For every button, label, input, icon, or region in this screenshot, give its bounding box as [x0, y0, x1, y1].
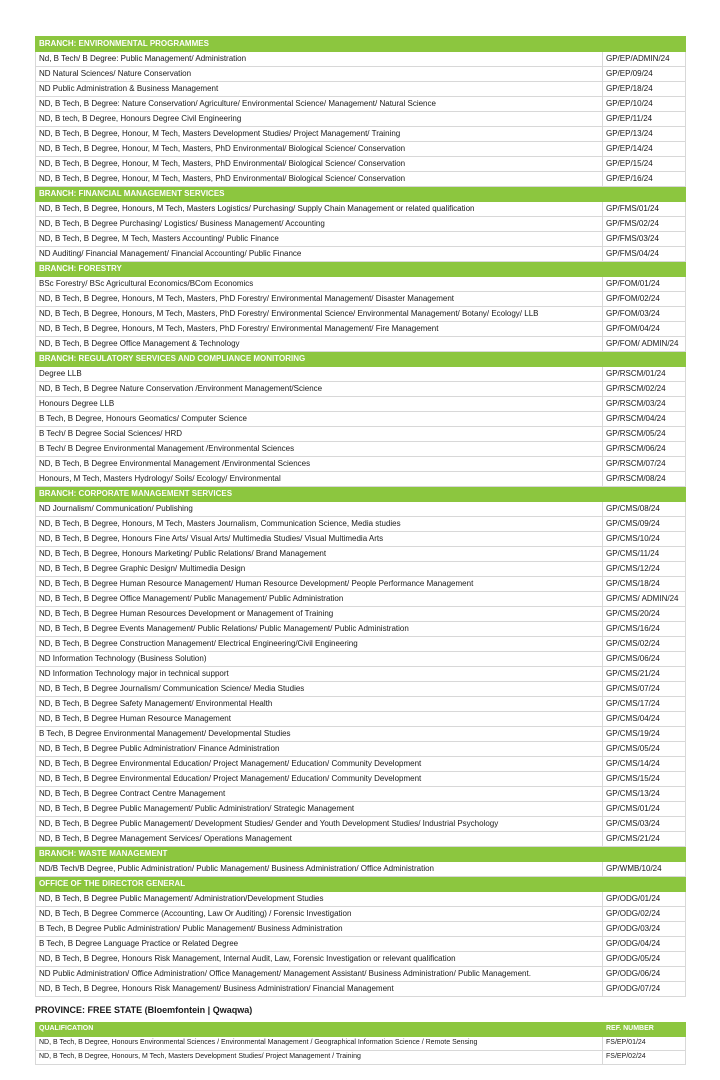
ref-number-cell: GP/RSCM/03/24 — [603, 397, 686, 412]
ref-number-cell: GP/EP/15/24 — [603, 157, 686, 172]
qualification-cell: ND, B Tech, B Degree Purchasing/ Logistics/ Business Management/ Accounting — [36, 217, 603, 232]
qualification-cell: ND, B Tech, B Degree, Honour, M Tech, Masters, PhD Environmental/ Biological Science/ Conservation — [36, 142, 603, 157]
table-row — [36, 892, 686, 907]
qualification-cell: Honours Degree LLB — [36, 397, 603, 412]
qualification-cell: ND, B Tech, B Degree, Honours Marketing/ Public Relations/ Brand Management — [36, 547, 603, 562]
table-row — [36, 652, 686, 667]
table-row — [36, 292, 686, 307]
ref-number-cell: GP/CMS/03/24 — [603, 817, 686, 832]
gauteng-qualifications-table — [35, 36, 686, 997]
ref-number-cell: GP/ODG/04/24 — [603, 937, 686, 952]
table-row — [36, 427, 686, 442]
branch-header-row — [36, 37, 686, 52]
table-row — [36, 952, 686, 967]
ref-number-cell: GP/CMS/02/24 — [603, 637, 686, 652]
table-row — [36, 832, 686, 847]
ref-number-cell: GP/EP/ADMIN/24 — [603, 52, 686, 67]
ref-number-cell: GP/EP/13/24 — [603, 127, 686, 142]
table-row — [36, 982, 686, 997]
ref-number-cell: GP/FMS/03/24 — [603, 232, 686, 247]
ref-number-cell: GP/EP/11/24 — [603, 112, 686, 127]
qualification-cell: ND, B Tech, B Degree Nature Conservation /Environment Management/Science — [36, 382, 603, 397]
qualification-cell: ND, B Tech, B Degree, Honours, M Tech, Masters, PhD Forestry/ Environmental Science/ Environmental Management/ Botany/ Ecology/ LLB — [36, 307, 603, 322]
qualification-cell: ND, B Tech, B Degree Office Management & Technology — [36, 337, 603, 352]
table-row — [36, 82, 686, 97]
table-row — [36, 442, 686, 457]
qualification-cell: ND, B Tech, B Degree Human Resource Management/ Human Resource Development/ People Performance Management — [36, 577, 603, 592]
qualification-cell: ND, B Tech, B Degree Public Management/ Development Studies/ Gender and Youth Development Studies/ Industrial Psychology — [36, 817, 603, 832]
table-row — [36, 307, 686, 322]
table-row — [36, 757, 686, 772]
qualification-cell: ND, B Tech, B Degree, Honours Risk Management/ Business Administration/ Financial Management — [36, 982, 603, 997]
ref-number-cell: GP/CMS/08/24 — [603, 502, 686, 517]
ref-number-cell: GP/EP/18/24 — [603, 82, 686, 97]
ref-number-cell: GP/FOM/01/24 — [603, 277, 686, 292]
table-row — [36, 142, 686, 157]
ref-number-cell: GP/RSCM/02/24 — [603, 382, 686, 397]
ref-number-cell: GP/CMS/01/24 — [603, 802, 686, 817]
ref-number-cell: GP/CMS/ ADMIN/24 — [603, 592, 686, 607]
table-row — [36, 637, 686, 652]
ref-number-cell: GP/RSCM/06/24 — [603, 442, 686, 457]
qualification-cell: ND, B Tech, B Degree Environmental Education/ Project Management/ Education/ Community Development — [36, 757, 603, 772]
table-row — [36, 247, 686, 262]
qualification-cell: ND, B Tech, B Degree, Honours, M Tech, Masters Journalism, Communication Science, Media studies — [36, 517, 603, 532]
table-row — [36, 67, 686, 82]
ref-number-cell: GP/FMS/01/24 — [603, 202, 686, 217]
table-row — [36, 1037, 686, 1051]
qualification-cell: Degree LLB — [36, 367, 603, 382]
ref-number-cell: GP/EP/09/24 — [603, 67, 686, 82]
ref-number-cell: GP/ODG/01/24 — [603, 892, 686, 907]
table-row — [36, 907, 686, 922]
branch-header-row — [36, 352, 686, 367]
ref-number-cell: GP/RSCM/07/24 — [603, 457, 686, 472]
qualification-cell: ND, B Tech, B Degree, Honours Environmental Sciences / Environmental Management / Geographical Information Science / Remote Sensing — [36, 1037, 603, 1051]
qualification-cell: ND Information Technology (Business Solution) — [36, 652, 603, 667]
ref-number-cell: FS/EP/02/24 — [603, 1051, 686, 1065]
branch-title: BRANCH: ENVIRONMENTAL PROGRAMMES — [36, 37, 686, 52]
ref-number-cell: GP/CMS/04/24 — [603, 712, 686, 727]
table-row — [36, 127, 686, 142]
table-row — [36, 532, 686, 547]
table-row — [36, 337, 686, 352]
qualification-cell: ND, B Tech, B Degree, Honour, M Tech, Masters Development Studies/ Project Management/ Training — [36, 127, 603, 142]
qualification-cell: ND Public Administration & Business Management — [36, 82, 603, 97]
table-row — [36, 967, 686, 982]
page-content — [35, 36, 685, 1065]
qualification-cell: B Tech, B Degree Environmental Management/ Developmental Studies — [36, 727, 603, 742]
ref-number-cell: GP/FOM/02/24 — [603, 292, 686, 307]
qualification-cell: ND, B Tech, B Degree Commerce (Accounting, Law Or Auditing) / Forensic Investigation — [36, 907, 603, 922]
ref-number-cell: GP/CMS/13/24 — [603, 787, 686, 802]
branch-title: BRANCH: FINANCIAL MANAGEMENT SERVICES — [36, 187, 686, 202]
ref-number-cell: GP/FMS/02/24 — [603, 217, 686, 232]
table-row — [36, 697, 686, 712]
qualification-cell: Honours, M Tech, Masters Hydrology/ Soils/ Ecology/ Environmental — [36, 472, 603, 487]
table-row — [36, 52, 686, 67]
table-row — [36, 397, 686, 412]
branch-header-row — [36, 847, 686, 862]
table-row — [36, 502, 686, 517]
ref-number-cell: GP/CMS/12/24 — [603, 562, 686, 577]
qualification-cell: ND Public Administration/ Office Administration/ Office Management/ Management Assistant/ Business Administration/ Public Management. — [36, 967, 603, 982]
ref-number-cell: GP/CMS/19/24 — [603, 727, 686, 742]
qualification-cell: ND, B Tech, B Degree Environmental Education/ Project Management/ Education/ Community Development — [36, 772, 603, 787]
branch-header-row — [36, 877, 686, 892]
qualification-cell: ND, B Tech, B Degree, M Tech, Masters Accounting/ Public Finance — [36, 232, 603, 247]
table-row — [36, 232, 686, 247]
qualification-cell: ND, B Tech, B Degree Office Management/ Public Management/ Public Administration — [36, 592, 603, 607]
table-row — [36, 547, 686, 562]
table-row — [36, 277, 686, 292]
ref-number-cell: GP/ODG/05/24 — [603, 952, 686, 967]
qualification-cell: ND, B Tech, B Degree, Honours Risk Management, Internal Audit, Law, Forensic Investigation or relevant qualification — [36, 952, 603, 967]
ref-number-cell: GP/FOM/ ADMIN/24 — [603, 337, 686, 352]
table-row — [36, 517, 686, 532]
table-row — [36, 802, 686, 817]
table-row — [36, 1051, 686, 1065]
qualification-cell: ND, B Tech, B Degree Management Services/ Operations Management — [36, 832, 603, 847]
qualification-cell: ND, B Tech, B Degree Construction Management/ Electrical Engineering/Civil Engineering — [36, 637, 603, 652]
qualification-cell: ND, B Tech, B Degree Safety Management/ Environmental Health — [36, 697, 603, 712]
qualification-header: QUALIFICATION — [36, 1023, 603, 1037]
table-row — [36, 622, 686, 637]
table-row — [36, 742, 686, 757]
ref-number-cell: GP/CMS/15/24 — [603, 772, 686, 787]
qualification-cell: ND, B Tech, B Degree, Honours Fine Arts/ Visual Arts/ Multimedia Studies/ Visual Multimedia Arts — [36, 532, 603, 547]
ref-number-cell: GP/CMS/05/24 — [603, 742, 686, 757]
ref-number-cell: GP/ODG/07/24 — [603, 982, 686, 997]
ref-number-cell: GP/CMS/20/24 — [603, 607, 686, 622]
ref-number-cell: GP/EP/16/24 — [603, 172, 686, 187]
qualification-cell: ND, B Tech, B Degree Human Resource Management — [36, 712, 603, 727]
ref-number-cell: GP/FOM/04/24 — [603, 322, 686, 337]
ref-number-cell: GP/WMB/10/24 — [603, 862, 686, 877]
table-row — [36, 667, 686, 682]
ref-number-cell: GP/RSCM/05/24 — [603, 427, 686, 442]
qualification-cell: B Tech, B Degree Language Practice or Related Degree — [36, 937, 603, 952]
table-header-row — [36, 1023, 686, 1037]
branch-header-row — [36, 262, 686, 277]
qualification-cell: B Tech/ B Degree Social Sciences/ HRD — [36, 427, 603, 442]
ref-number-cell: GP/CMS/06/24 — [603, 652, 686, 667]
qualification-cell: ND, B Tech, B Degree Environmental Management /Environmental Sciences — [36, 457, 603, 472]
qualification-cell: B Tech, B Degree Public Administration/ Public Management/ Business Administration — [36, 922, 603, 937]
table-row — [36, 457, 686, 472]
ref-number-cell: GP/RSCM/01/24 — [603, 367, 686, 382]
table-row — [36, 712, 686, 727]
qualification-cell: ND, B Tech, B Degree, Honours, M Tech, Masters Logistics/ Purchasing/ Supply Chain Management or related qualification — [36, 202, 603, 217]
qualification-cell: ND, B Tech, B Degree Journalism/ Communication Science/ Media Studies — [36, 682, 603, 697]
qualification-cell: ND Journalism/ Communication/ Publishing — [36, 502, 603, 517]
ref-number-cell: GP/CMS/14/24 — [603, 757, 686, 772]
ref-number-cell: GP/ODG/06/24 — [603, 967, 686, 982]
ref-number-cell: GP/CMS/10/24 — [603, 532, 686, 547]
qualification-cell: ND, B Tech, B Degree, Honour, M Tech, Masters, PhD Environmental/ Biological Science/ Conservation — [36, 157, 603, 172]
table-row — [36, 607, 686, 622]
ref-number-cell: GP/CMS/11/24 — [603, 547, 686, 562]
table-row — [36, 157, 686, 172]
table-row — [36, 202, 686, 217]
table-row — [36, 382, 686, 397]
qualification-cell: ND Auditing/ Financial Management/ Financial Accounting/ Public Finance — [36, 247, 603, 262]
ref-number-cell: GP/EP/14/24 — [603, 142, 686, 157]
qualification-cell: ND, B Tech, B Degree, Honours, M Tech, Masters Development Studies/ Project Management / Training — [36, 1051, 603, 1065]
qualification-cell: ND, B Tech, B Degree Human Resources Development or Management of Training — [36, 607, 603, 622]
qualification-cell: ND, B tech, B Degree, Honours Degree Civil Engineering — [36, 112, 603, 127]
ref-number-cell: GP/RSCM/04/24 — [603, 412, 686, 427]
qualification-cell: ND, B Tech, B Degree, Honours, M Tech, Masters, PhD Forestry/ Environmental Management/ Disaster Management — [36, 292, 603, 307]
ref-number-cell: GP/FOM/03/24 — [603, 307, 686, 322]
qualification-cell: BSc Forestry/ BSc Agricultural Economics/BCom Economics — [36, 277, 603, 292]
table-row — [36, 772, 686, 787]
ref-number-cell: GP/CMS/09/24 — [603, 517, 686, 532]
qualification-cell: B Tech, B Degree, Honours Geomatics/ Computer Science — [36, 412, 603, 427]
branch-title: BRANCH: WASTE MANAGEMENT — [36, 847, 686, 862]
qualification-cell: ND, B Tech, B Degree, Honours, M Tech, Masters, PhD Forestry/ Environmental Management/ Fire Management — [36, 322, 603, 337]
branch-title: BRANCH: CORPORATE MANAGEMENT SERVICES — [36, 487, 686, 502]
ref-number-cell: GP/CMS/21/24 — [603, 832, 686, 847]
qualification-cell: B Tech/ B Degree Environmental Management /Environmental Sciences — [36, 442, 603, 457]
ref-number-cell: GP/EP/10/24 — [603, 97, 686, 112]
ref-number-cell: GP/CMS/07/24 — [603, 682, 686, 697]
ref-number-cell: GP/CMS/18/24 — [603, 577, 686, 592]
table-row — [36, 727, 686, 742]
ref-number-cell: GP/ODG/02/24 — [603, 907, 686, 922]
qualification-cell: ND/B Tech/B Degree, Public Administration/ Public Management/ Business Administration/ Office Administration — [36, 862, 603, 877]
table-row — [36, 937, 686, 952]
qualification-cell: ND, B Tech, B Degree Public Administration/ Finance Administration — [36, 742, 603, 757]
ref-number-cell: GP/CMS/21/24 — [603, 667, 686, 682]
table-row — [36, 817, 686, 832]
table-row — [36, 472, 686, 487]
table-row — [36, 862, 686, 877]
ref-number-cell: GP/CMS/17/24 — [603, 697, 686, 712]
qualification-cell: ND, B Tech, B Degree Public Management/ Administration/Development Studies — [36, 892, 603, 907]
table-row — [36, 592, 686, 607]
qualification-cell: ND Natural Sciences/ Nature Conservation — [36, 67, 603, 82]
qualification-cell: ND, B Tech, B Degree Graphic Design/ Multimedia Design — [36, 562, 603, 577]
table-row — [36, 217, 686, 232]
table-row — [36, 97, 686, 112]
table-row — [36, 562, 686, 577]
branch-header-row — [36, 487, 686, 502]
ref-number-cell: FS/EP/01/24 — [603, 1037, 686, 1051]
ref-number-cell: GP/CMS/16/24 — [603, 622, 686, 637]
qualification-cell: ND Information Technology major in technical support — [36, 667, 603, 682]
table-row — [36, 112, 686, 127]
branch-title: OFFICE OF THE DIRECTOR GENERAL — [36, 877, 686, 892]
province-heading: PROVINCE: FREE STATE (Bloemfontein | Qwaqwa) — [35, 1005, 253, 1015]
ref-number-cell: GP/RSCM/08/24 — [603, 472, 686, 487]
table-row — [36, 412, 686, 427]
branch-title: BRANCH: FORESTRY — [36, 262, 686, 277]
qualification-cell: ND, B Tech, B Degree, Honour, M Tech, Masters, PhD Environmental/ Biological Science/ Conservation — [36, 172, 603, 187]
ref-number-cell: GP/FMS/04/24 — [603, 247, 686, 262]
ref-number-cell: GP/ODG/03/24 — [603, 922, 686, 937]
table-row — [36, 787, 686, 802]
table-row — [36, 922, 686, 937]
qualification-cell: ND, B Tech, B Degree Contract Centre Management — [36, 787, 603, 802]
table-row — [36, 367, 686, 382]
branch-title: BRANCH: REGULATORY SERVICES AND COMPLIANCE MONITORING — [36, 352, 686, 367]
table-row — [36, 577, 686, 592]
qualification-cell: ND, B Tech, B Degree: Nature Conservation/ Agriculture/ Environmental Science/ Management/ Natural Science — [36, 97, 603, 112]
table-row — [36, 172, 686, 187]
qualification-cell: Nd, B Tech/ B Degree: Public Management/ Administration — [36, 52, 603, 67]
ref-number-header: REF. NUMBER — [603, 1023, 686, 1037]
table-row — [36, 682, 686, 697]
qualification-cell: ND, B Tech, B Degree Public Management/ Public Administration/ Strategic Management — [36, 802, 603, 817]
free-state-qualifications-table — [35, 1022, 686, 1065]
qualification-cell: ND, B Tech, B Degree Events Management/ Public Relations/ Public Management/ Public Administration — [36, 622, 603, 637]
branch-header-row — [36, 187, 686, 202]
table-row — [36, 322, 686, 337]
